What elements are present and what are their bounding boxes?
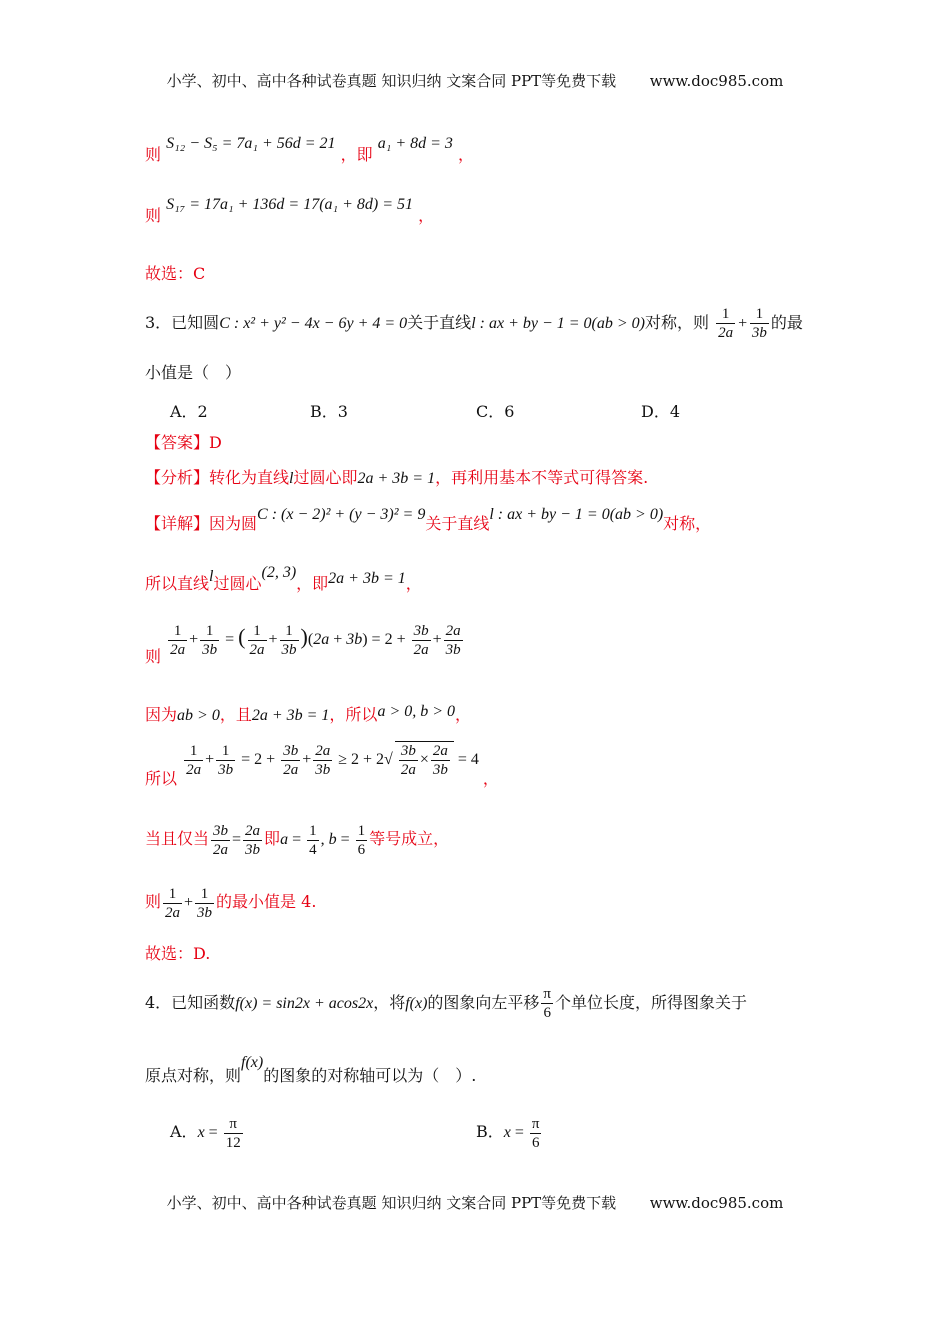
q4-stem-line1: [145, 985, 747, 1022]
q4-fx-2: f(x): [241, 1054, 264, 1071]
s5b: 即: [264, 829, 281, 849]
detail-text3: 对称，: [663, 514, 712, 533]
analysis-text2: 过圆心即: [293, 468, 358, 487]
text-ze: 则: [145, 206, 162, 225]
analysis-text3: ，再利用基本不等式可得答案.: [435, 468, 649, 487]
detail-tag: 【详解】: [145, 514, 210, 533]
q3-analysis: [145, 470, 648, 487]
s2: 则: [145, 647, 162, 667]
analysis-tag: 【分析】: [145, 468, 210, 487]
s3d: 2a + 3b = 1: [251, 707, 330, 724]
s1d: ，即: [296, 574, 329, 593]
analysis-l: l: [289, 470, 294, 487]
q3-number: 3．已知圆: [145, 313, 220, 332]
q3-detail-line3: [145, 622, 465, 667]
text-ze: 则: [145, 145, 162, 164]
s6b: 的最小值是 4.: [216, 892, 317, 912]
s1-center: (2, 3): [261, 564, 297, 581]
detail-line: l : ax + by − 1 = 0(ab > 0): [489, 506, 664, 523]
footer-site: www.doc985.com: [649, 1194, 784, 1212]
frac-1-3b: $\frac{1}{3b}$: [751, 306, 767, 341]
expand-eq: $\frac{1}{2a}$ + $\frac{1}{3b}$ = ( $\frac{1}{2a}$ + $\frac{1}{3b}$ )(2a + 3b) = 2 + $\frac{3b}{2a}$ + $\frac{2a}{3b}$: [170, 623, 461, 658]
q3-circle-eq: C : x² + y² − 4x − 6y + 4 = 0: [219, 315, 408, 332]
text-comma: ，: [418, 206, 435, 225]
q4-number: 4．已知函数: [145, 993, 236, 1012]
s1f: ，: [405, 574, 422, 593]
q3-tail: 的最: [770, 313, 803, 332]
s3b: ab > 0: [177, 707, 220, 724]
inequality-eq: $\frac{1}{2a}$ + $\frac{1}{3b}$ = 2 + $\frac{3b}{2a}$ + $\frac{2a}{3b}$ ≥ 2 + 2√ $\frac{3b}{2a}$ × $\frac{2a}{3b}$ = 4: [186, 742, 479, 778]
prev-line-1: [145, 135, 475, 164]
q4-option-b: [476, 1115, 543, 1152]
q3-stem-line2: 小值是（ ）: [145, 363, 242, 382]
q3-line-eq: l : ax + by − 1 = 0(ab > 0): [471, 315, 646, 332]
min-expr: $\frac{1}{2a}$ + $\frac{1}{3b}$: [165, 886, 213, 921]
s5c: 等号成立，: [369, 829, 450, 849]
q3-about: 关于直线: [407, 313, 472, 332]
equality-values: a = $\frac{1}{4}$ , b = $\frac{1}{6}$: [280, 823, 366, 858]
q3-final-answer: 故选：D.: [145, 944, 211, 963]
q3-detail-line5: 所以 $\frac{1}{2a}$ + $\frac{1}{3b}$ = 2 + $\frac{3b}{2a}$ + $\frac{2a}{3b}$ ≥ 2 + 2√ $\frac{3b}{2a}$ × $\frac{2a}{3b}$ = 4 ，: [145, 742, 499, 788]
eq-s12-s5: S₁₂ − S₅ = 7a₁ + 56d = 21: [166, 135, 336, 152]
eq-a1-8d: a₁ + 8d = 3: [377, 135, 453, 152]
s3c: ，且: [219, 705, 252, 724]
q3-option-d: D．4: [641, 402, 681, 421]
s3g: ，: [455, 705, 472, 724]
q4-optB-label: B．: [476, 1122, 504, 1142]
q4-optA-value: x = $\frac{\pi}{12}$: [197, 1116, 241, 1151]
s5a: 当且仅当: [145, 829, 210, 849]
q3-option-b: B．3: [310, 402, 348, 421]
q4-func: f(x) = sin2x + acos2x: [235, 995, 374, 1012]
text-ji: ，即: [340, 145, 373, 164]
analysis-eq: 2a + 3b = 1: [357, 470, 436, 487]
s6a: 则: [145, 892, 162, 912]
frac-1-2a: $\frac{1}{2a}$: [718, 306, 734, 341]
s4: 所以: [145, 768, 178, 788]
prev-line-2: [145, 196, 435, 225]
s3a: 因为: [145, 705, 178, 724]
q4-fx: f(x): [405, 995, 428, 1012]
q3-detail-line7: [145, 885, 316, 922]
eq-s17: S₁₇ = 17a₁ + 136d = 17(a₁ + 8d) = 51: [166, 196, 413, 213]
page-footer: [0, 1192, 950, 1213]
q3-detail-line6: [145, 822, 449, 859]
header-site: www.doc985.com: [649, 72, 784, 90]
q3-sym: 对称，则: [645, 313, 710, 332]
q4-t4: 原点对称，则: [145, 1066, 242, 1085]
q3-stem-line1: 3．已知圆C : x² + y² − 4x − 6y + 4 = 0关于直线l : ax + by − 1 = 0(ab > 0)对称，则 $\frac{1}{2a}$ + $\frac{1}{3b}$ 的最: [145, 306, 803, 341]
text-comma: ，: [458, 145, 475, 164]
page-header: [0, 70, 950, 91]
q3-option-c: C．6: [476, 402, 515, 421]
q3-detail-line4: [145, 703, 472, 724]
q3-option-a: A．2: [170, 402, 208, 421]
s1-l: l: [209, 568, 214, 585]
s3e: ，所以: [329, 705, 378, 724]
q4-t2: 的图象向左平移: [427, 993, 540, 1012]
detail-text2: 关于直线: [425, 514, 490, 533]
analysis-text1: 转化为直线: [209, 468, 290, 487]
equality-cond: $\frac{3b}{2a}$ = $\frac{2a}{3b}$: [213, 823, 261, 858]
q4-optA-label: A．: [170, 1122, 198, 1142]
frac-pi-6: $\frac{\pi}{6}$: [543, 986, 551, 1021]
detail-text1: 因为圆: [209, 514, 258, 533]
q3-detail-line1: [145, 506, 712, 533]
s1b: 过圆心: [213, 574, 262, 593]
q3-answer-tag: 【答案】D: [145, 433, 222, 452]
prev-answer: 故选：C: [145, 264, 206, 283]
q4-t3: 个单位长度，所得图象关于: [555, 993, 748, 1012]
footer-text: 小学、初中、高中各种试卷真题 知识归纳 文案合同 PPT等免费下载: [166, 1194, 617, 1212]
q4-option-a: [170, 1115, 245, 1152]
detail-circle: C : (x − 2)² + (y − 3)² = 9: [257, 506, 426, 523]
q4-stem-line2: [145, 1054, 477, 1085]
s1-eq: 2a + 3b = 1: [328, 570, 406, 587]
q4-t1: ，将: [373, 993, 406, 1012]
s1a: 所以直线: [145, 574, 210, 593]
q3-detail-line2: [145, 564, 422, 593]
q4-optB-value: x = $\frac{\pi}{6}$: [503, 1116, 540, 1151]
header-text: 小学、初中、高中各种试卷真题 知识归纳 文案合同 PPT等免费下载: [166, 72, 617, 90]
q4-t5: 的图象的对称轴可以为（ ）.: [263, 1066, 477, 1085]
s3f: a > 0, b > 0: [377, 703, 456, 720]
